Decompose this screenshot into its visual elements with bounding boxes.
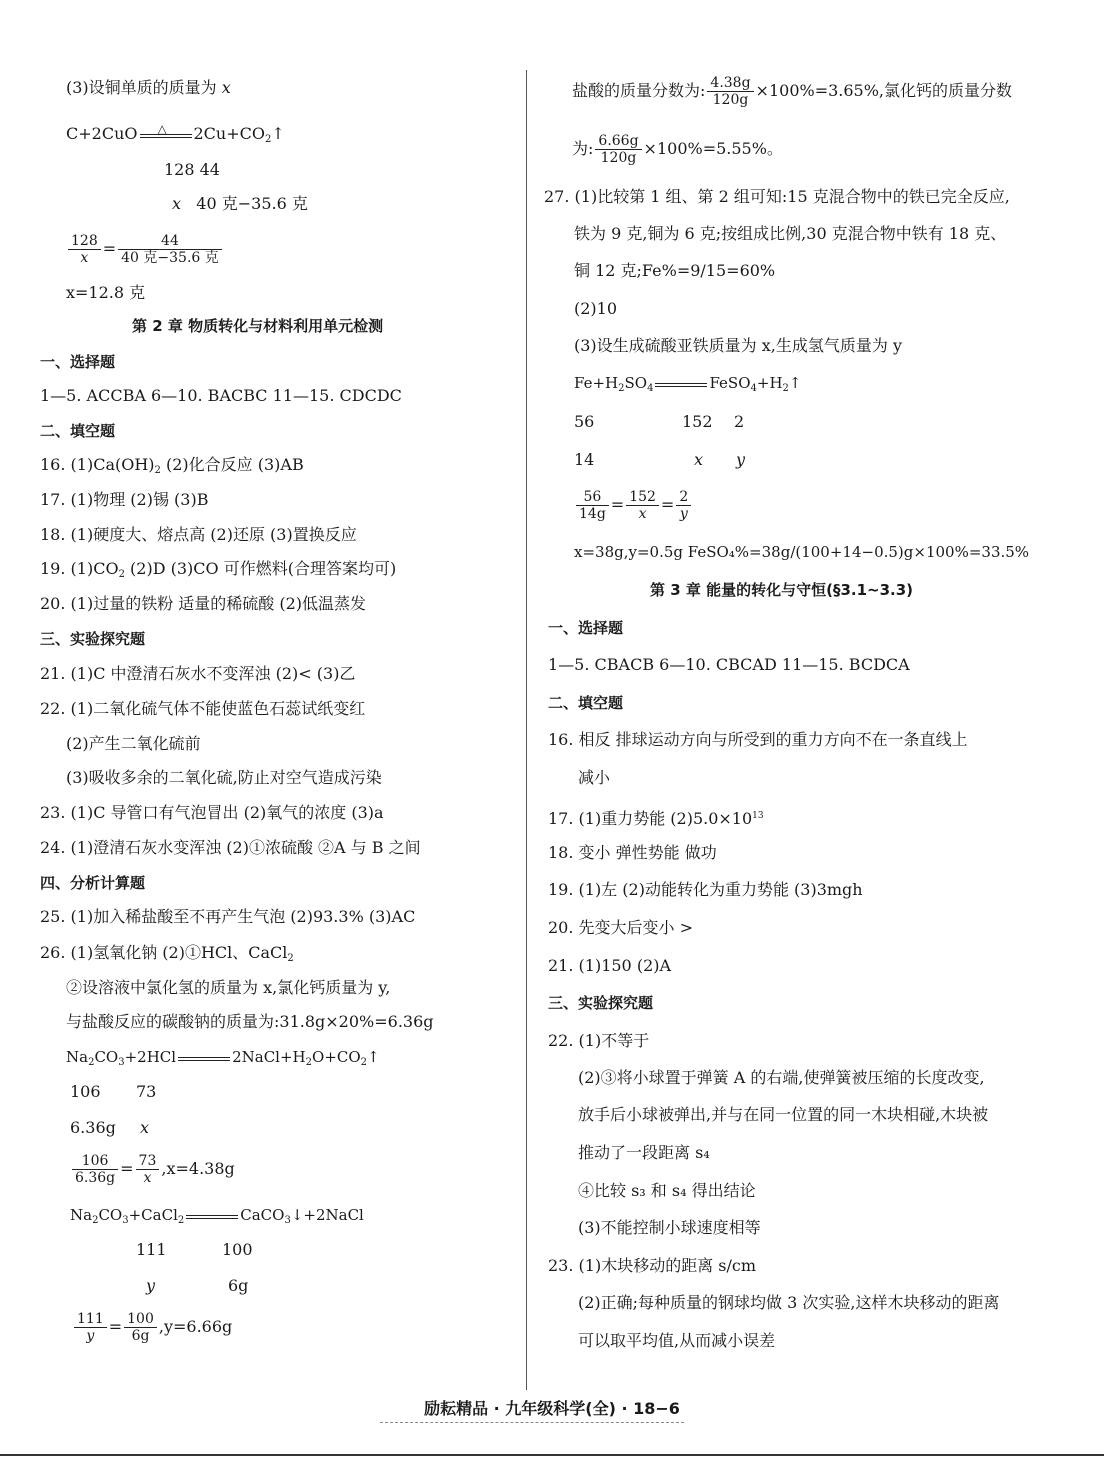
answer-line: 25. (1)加入稀盐酸至不再产生气泡 (2)93.3% (3)AC bbox=[40, 907, 416, 926]
answer-line: 21. (1)150 (2)A bbox=[548, 956, 672, 975]
answer-line: ④比较 s₃ 和 s₄ 得出结论 bbox=[578, 1181, 756, 1200]
molar-mass-line: 152 bbox=[682, 412, 713, 431]
section-heading: 二、填空题 bbox=[40, 422, 116, 440]
value-line: y bbox=[736, 450, 746, 469]
answer-line: 1—5. CBACB 6—10. CBCAD 11—15. BCDCA bbox=[548, 655, 910, 674]
molar-mass-line: 111 bbox=[136, 1240, 167, 1259]
proportion-formula: $\frac{111}{y}$ = $\frac{100}{6g}$ ,y=6.66g bbox=[72, 1310, 232, 1344]
value-line: x bbox=[694, 450, 704, 469]
answer-line: 23. (1)木块移动的距离 s/cm bbox=[548, 1256, 757, 1275]
section-heading: 二、填空题 bbox=[548, 694, 624, 712]
answer-line: (3)设生成硫酸亚铁质量为 x,生成氢气质量为 y bbox=[574, 336, 902, 355]
answer-line: 1—5. ACCBA 6—10. BACBC 11—15. CDCDC bbox=[40, 386, 402, 405]
answer-line: x=38g,y=0.5g FeSO₄%=38g/(100+14−0.5)g×100%=33.5% bbox=[574, 543, 1030, 561]
molar-mass-line: 100 bbox=[222, 1240, 253, 1259]
section-heading: 三、实验探究题 bbox=[548, 994, 654, 1012]
page-bottom-edge bbox=[0, 1454, 1104, 1456]
equation-fe-h2so4: $Fe+H_2SO_4$ $FeSO_4+H_2↑$ bbox=[574, 374, 802, 394]
page-footer: 励耘精品 · 九年级科学(全) · 18−6 bbox=[424, 1399, 680, 1418]
answer-line: 18. (1)硬度大、熔点高 (2)还原 (3)置换反应 bbox=[40, 525, 357, 544]
proportion-formula: $\frac{128}{x}$ = $\frac{44}{\text{40 克−35.6 克}}$ bbox=[66, 232, 224, 266]
proportion-formula: $\frac{106}{6.36g}$ = $\frac{73}{x}$ ,x=4.38g bbox=[70, 1152, 235, 1186]
answer-line: (3)不能控制小球速度相等 bbox=[578, 1218, 761, 1237]
section-heading: 四、分析计算题 bbox=[40, 874, 146, 892]
answer-line: 减小 bbox=[578, 768, 611, 787]
answer-line: 26. (1)氢氧化钠 (2)①HCl、CaCl$_2$ bbox=[40, 943, 294, 964]
proportion-formula: $\frac{56}{14g}$ = $\frac{152}{x}$ = $\frac{2}{y}$ bbox=[574, 488, 693, 522]
answer-line: ②设溶液中氯化氢的质量为 x,氯化钙质量为 y, bbox=[66, 978, 391, 997]
answer-line: (2)10 bbox=[574, 299, 618, 318]
answer-line: 19. (1)左 (2)动能转化为重力势能 (3)3mgh bbox=[548, 880, 863, 899]
answer-line: 20. 先变大后变小 > bbox=[548, 918, 694, 937]
equation-na2co3-hcl: $Na_2CO_3+2HCl$ $2NaCl+H_2O+CO_2↑$ bbox=[66, 1048, 380, 1068]
answer-line: (3)设铜单质的质量为 x bbox=[66, 78, 231, 97]
answer-line: 17. (1)物理 (2)锡 (3)B bbox=[40, 490, 209, 509]
value-line: 14 bbox=[574, 450, 595, 469]
section-heading: 一、选择题 bbox=[40, 353, 116, 371]
answer-line: 19. $(1)CO_2$ (2)D (3)CO 可作燃料(合理答案均可) bbox=[40, 559, 397, 580]
answer-line: 放手后小球被弹出,并与在同一位置的同一木块相碰,木块被 bbox=[578, 1105, 989, 1124]
answer-line: 铜 12 克;Fe%=9/15=60% bbox=[574, 261, 776, 280]
column-divider bbox=[526, 70, 527, 1390]
answer-line: (2)③将小球置于弹簧 A 的右端,使弹簧被压缩的长度改变, bbox=[578, 1068, 985, 1087]
section-heading: 三、实验探究题 bbox=[40, 630, 146, 648]
answer-line: x=12.8 克 bbox=[66, 283, 146, 302]
answer-line: 24. (1)澄清石灰水变浑浊 (2)①浓硫酸 ②A 与 B 之间 bbox=[40, 838, 421, 857]
footer-divider bbox=[380, 1422, 684, 1423]
chapter-heading: 第 3 章 能量的转化与守恒(§3.1~3.3) bbox=[650, 581, 914, 599]
value-line: y bbox=[146, 1276, 156, 1295]
value-line: 6.36g bbox=[70, 1118, 116, 1137]
molar-mass-line: 73 bbox=[136, 1082, 157, 1101]
answer-line: 可以取平均值,从而减小误差 bbox=[578, 1331, 776, 1350]
chapter-heading: 第 2 章 物质转化与材料利用单元检测 bbox=[132, 317, 384, 335]
answer-line: 21. (1)C 中澄清石灰水不变浑浊 (2)< (3)乙 bbox=[40, 664, 356, 683]
answer-line: 18. 变小 弹性势能 做功 bbox=[548, 843, 717, 862]
answer-line: 17. (1)重力势能 $(2)5.0\times 10^{13}$ bbox=[548, 809, 764, 828]
equation-copper: C+2CuO △ $2Cu+CO_2↑$ bbox=[66, 121, 285, 145]
section-heading: 一、选择题 bbox=[548, 619, 624, 637]
value-line: 6g bbox=[228, 1276, 249, 1295]
answer-line: (2)正确;每种质量的钢球均做 3 次实验,这样木块移动的距离 bbox=[578, 1293, 1000, 1312]
heating-equals-sign: △ bbox=[138, 125, 194, 145]
answer-line: 20. (1)过量的铁粉 适量的稀硫酸 (2)低温蒸发 bbox=[40, 594, 367, 613]
answer-line: 16. $(1)Ca(OH)_2$ (2)化合反应 (3)AB bbox=[40, 455, 304, 476]
answer-line: 16. 相反 排球运动方向与所受到的重力方向不在一条直线上 bbox=[548, 730, 968, 749]
answer-line: 推动了一段距离 s₄ bbox=[578, 1143, 710, 1162]
molar-mass-line: 106 bbox=[70, 1082, 101, 1101]
molar-mass-line: 56 bbox=[574, 412, 595, 431]
answer-line: 为: $\frac{6.66g}{120g}$ ×100%=5.55%。 bbox=[572, 133, 783, 166]
answer-line: 23. (1)C 导管口有气泡冒出 (2)氧气的浓度 (3)a bbox=[40, 803, 384, 822]
answer-line: (3)吸收多余的二氧化硫,防止对空气造成污染 bbox=[66, 768, 382, 787]
value-line: x 40 克−35.6 克 bbox=[172, 194, 308, 213]
value-line: x bbox=[140, 1118, 150, 1137]
answer-line: 27. (1)比较第 1 组、第 2 组可知:15 克混合物中的铁已完全反应, bbox=[544, 187, 1010, 206]
answer-line: 盐酸的质量分数为: $\frac{4.38g}{120g}$ ×100%=3.65%,氯化钙的质量分数 bbox=[572, 75, 1013, 108]
answer-line: 铁为 9 克,铜为 6 克;按组成比例,30 克混合物中铁有 18 克、 bbox=[574, 224, 1007, 243]
molar-mass-line: 128 44 bbox=[164, 160, 220, 179]
molar-mass-line: 2 bbox=[734, 412, 745, 431]
equation-na2co3-cacl2: $Na_2CO_3+CaCl_2$ CaCO$_3$↓+2NaCl bbox=[70, 1206, 364, 1226]
answer-line: 22. (1)不等于 bbox=[548, 1031, 650, 1050]
answer-line: 与盐酸反应的碳酸钠的质量为:31.8g×20%=6.36g bbox=[66, 1012, 434, 1031]
answer-line: (2)产生二氧化硫前 bbox=[66, 734, 201, 753]
answer-line: 22. (1)二氧化硫气体不能使蓝色石蕊试纸变红 bbox=[40, 699, 366, 718]
